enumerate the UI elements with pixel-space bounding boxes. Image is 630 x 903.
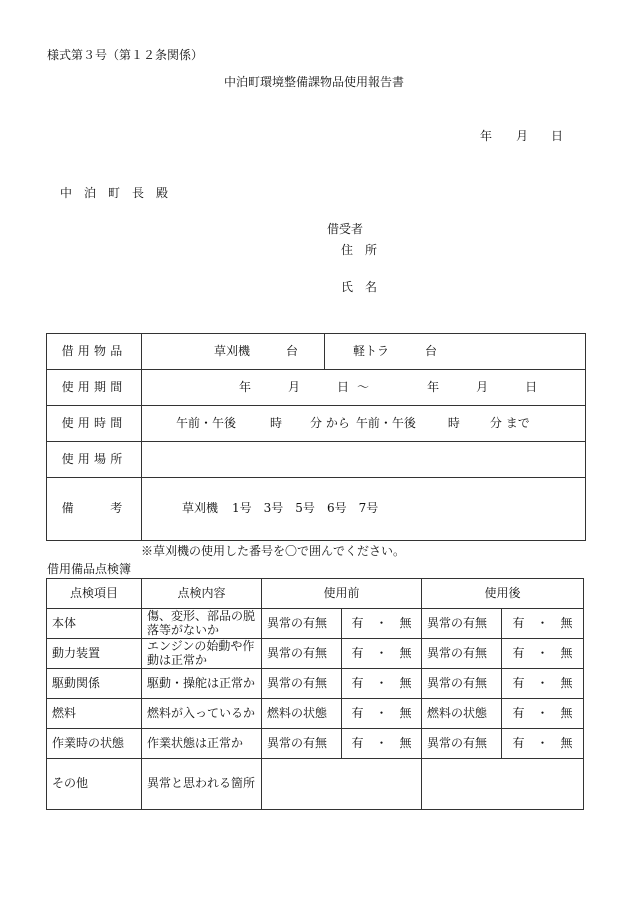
item-label: 借用物品 [47, 334, 142, 370]
period-day-2: 日 [525, 379, 538, 394]
row-check-after: 異常の有無 [422, 639, 502, 669]
mower-number-5[interactable]: 5号 [295, 501, 315, 516]
row-item: 動力装置 [47, 639, 142, 669]
usage-table [46, 333, 586, 541]
item-truck-label: 軽トラ [353, 343, 390, 358]
place-label: 使用場所 [47, 442, 142, 478]
row-check-after: 異常の有無 [422, 729, 502, 759]
row-check-before: 異常の有無 [262, 729, 342, 759]
item-truck-cell[interactable] [325, 334, 586, 370]
form-number: 様式第３号（第１２条関係） [47, 48, 204, 62]
row-notes [47, 478, 586, 541]
header-item: 点検項目 [47, 579, 142, 609]
row-check-before: 異常の有無 [262, 669, 342, 699]
other-item: その他 [47, 759, 142, 810]
row-content: 燃料が入っているか [142, 699, 262, 729]
row-content: 傷、変形、部品の脱落等がないか [142, 609, 262, 639]
notes-mower-label: 草刈機 [182, 501, 219, 516]
row-usage-period [47, 370, 586, 406]
period-year-1: 年 [239, 379, 252, 394]
row-check-after: 異常の有無 [422, 609, 502, 639]
row-choice-before[interactable]: 有 ・ 無 [342, 699, 422, 729]
header-content: 点検内容 [142, 579, 262, 609]
hour-to: 時 [447, 415, 460, 430]
header-before-use: 使用前 [262, 579, 422, 609]
table-row-other [47, 759, 584, 810]
row-choice-after[interactable]: 有 ・ 無 [502, 669, 584, 699]
row-borrowed-item [47, 334, 586, 370]
table-row [47, 699, 584, 729]
period-cell[interactable] [142, 370, 586, 406]
other-content: 異常と思われる箇所 [142, 759, 262, 810]
row-check-before: 燃料の状態 [262, 699, 342, 729]
address-label: 住 所 [341, 243, 378, 257]
time-label: 使用時間 [47, 406, 142, 442]
inspection-header-row [47, 579, 584, 609]
hour-from: 時 [270, 415, 283, 430]
row-item: 本体 [47, 609, 142, 639]
row-choice-before[interactable]: 有 ・ 無 [342, 729, 422, 759]
page-title: 中泊町環境整備課物品使用報告書 [224, 75, 405, 89]
row-item: 燃料 [47, 699, 142, 729]
row-choice-before[interactable]: 有 ・ 無 [342, 609, 422, 639]
table-row [47, 669, 584, 699]
table-row [47, 729, 584, 759]
row-choice-after[interactable]: 有 ・ 無 [502, 609, 584, 639]
date-year-label: 年 [480, 129, 493, 143]
item-truck-unit: 台 [425, 343, 438, 358]
other-after-cell[interactable] [422, 759, 584, 810]
item-mower-unit: 台 [286, 343, 299, 358]
mower-number-6[interactable]: 6号 [326, 501, 347, 516]
period-label: 使用期間 [47, 370, 142, 406]
notes-cell[interactable] [142, 478, 586, 541]
row-choice-after[interactable]: 有 ・ 無 [502, 639, 584, 669]
row-usage-time [47, 406, 586, 442]
table-row [47, 639, 584, 669]
row-item: 駆動関係 [47, 669, 142, 699]
row-item: 作業時の状態 [47, 729, 142, 759]
inspection-title: 借用備品点検簿 [47, 562, 132, 576]
inspection-table [46, 578, 584, 810]
header-after-use: 使用後 [422, 579, 584, 609]
minute-from: 分 から [310, 415, 350, 430]
mower-number-1[interactable]: 1号 [232, 501, 252, 516]
row-check-before: 異常の有無 [262, 639, 342, 669]
period-year-2: 年 [427, 379, 440, 394]
period-day-1: 日 [337, 379, 350, 394]
addressee: 中 泊 町 長 殿 [60, 186, 169, 200]
date-day-label: 日 [551, 129, 564, 143]
row-content: 駆動・操舵は正常か [142, 669, 262, 699]
row-content: 作業状態は正常か [142, 729, 262, 759]
period-month-2: 月 [476, 379, 489, 394]
row-choice-before[interactable]: 有 ・ 無 [342, 669, 422, 699]
mower-note: ※草刈機の使用した番号を〇で囲んでください。 [141, 544, 406, 558]
mower-number-3[interactable]: 3号 [263, 501, 284, 516]
time-cell[interactable] [142, 406, 586, 442]
item-mower-cell[interactable] [142, 334, 325, 370]
row-check-after: 燃料の状態 [422, 699, 502, 729]
mower-number-7[interactable]: 7号 [358, 501, 379, 516]
date-month-label: 月 [516, 129, 529, 143]
ampm-to: 午前・午後 [355, 415, 416, 430]
borrower-label: 借受者 [327, 222, 364, 236]
period-separator: ～ [357, 379, 370, 394]
row-choice-after[interactable]: 有 ・ 無 [502, 699, 584, 729]
notes-label: 備 考 [47, 478, 142, 541]
row-choice-after[interactable]: 有 ・ 無 [502, 729, 584, 759]
minute-to: 分 まで [489, 415, 530, 430]
row-check-before: 異常の有無 [262, 609, 342, 639]
row-content: エンジンの始動や作動は正常か [142, 639, 262, 669]
name-label: 氏 名 [341, 280, 378, 294]
other-before-cell[interactable] [262, 759, 422, 810]
place-cell[interactable] [142, 442, 586, 478]
row-check-after: 異常の有無 [422, 669, 502, 699]
table-row [47, 609, 584, 639]
ampm-from: 午前・午後 [176, 415, 237, 430]
period-month-1: 月 [288, 379, 301, 394]
item-mower-label: 草刈機 [214, 343, 251, 358]
row-choice-before[interactable]: 有 ・ 無 [342, 639, 422, 669]
row-usage-place [47, 442, 586, 478]
